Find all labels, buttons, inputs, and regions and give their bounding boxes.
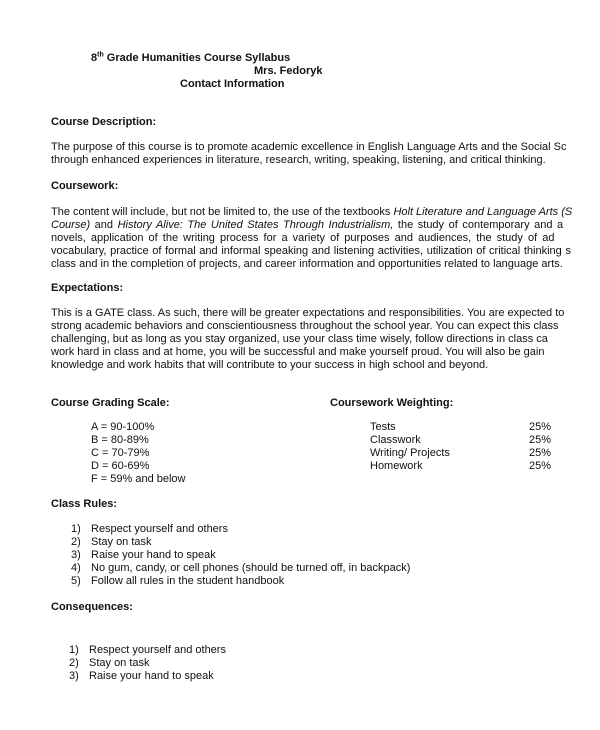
- expectations-line: work hard in class and at home, you will be successful and make yourself proud. You will also be gain: [51, 346, 545, 358]
- rule-text: Respect yourself and others: [91, 523, 228, 535]
- grade-item: F = 59% and below: [91, 473, 186, 485]
- weighting-percent: 25%: [529, 460, 552, 472]
- rule-item: [71, 536, 152, 548]
- coursework-line: novels, application of the writing process for a variety of purposes and audiences, the study of ad: [51, 232, 555, 244]
- rule-text: Stay on task: [91, 536, 152, 548]
- rule-number: 5): [71, 575, 81, 587]
- weighting-name: Writing/ Projects: [370, 447, 450, 459]
- grade-item: A = 90-100%: [91, 421, 155, 433]
- weighting-percent: 25%: [529, 447, 552, 459]
- consequence-number: 1): [69, 644, 79, 656]
- coursework-line: [51, 219, 563, 232]
- document-title: [91, 52, 290, 64]
- course-description-line: through enhanced experiences in literature, research, writing, speaking, listening, and critical thinking.: [51, 154, 546, 166]
- consequence-number: 2): [69, 657, 79, 669]
- teacher-name: Mrs. Fedoryk: [254, 65, 323, 77]
- expectations-line: challenging, but as long as you stay organized, use your class time wisely, follow directions in class ca: [51, 333, 548, 345]
- consequences-heading: Consequences:: [51, 601, 133, 613]
- expectations-heading: Expectations:: [51, 282, 124, 294]
- coursework-text: The content will include, but not be limited to, the use of the textbooks: [51, 206, 394, 218]
- consequence-text: Respect yourself and others: [89, 644, 226, 656]
- expectations-line: knowledge and work habits that will contribute to your success in high school and beyond.: [51, 359, 489, 371]
- coursework-text: and: [90, 219, 118, 231]
- title-text: Grade Humanities Course Syllabus: [103, 52, 291, 64]
- class-rules-heading: Class Rules:: [51, 498, 118, 510]
- weighting-percent: 25%: [529, 421, 552, 433]
- weighting-name: Tests: [370, 421, 396, 433]
- rule-number: 3): [71, 549, 81, 561]
- weighting-name: Homework: [370, 460, 423, 472]
- consequence-item: [69, 644, 226, 656]
- rule-item: [71, 575, 284, 587]
- rule-number: 1): [71, 523, 81, 535]
- consequence-number: 3): [69, 670, 79, 682]
- expectations-line: This is a GATE class. As such, there will be greater expectations and responsibilities. You are expected to: [51, 307, 565, 319]
- rule-item: [71, 523, 228, 535]
- grade-item: D = 60-69%: [91, 460, 150, 472]
- weighting-name: Classwork: [370, 434, 421, 446]
- grade-item: C = 70-79%: [91, 447, 150, 459]
- rule-number: 2): [71, 536, 81, 548]
- grading-scale-heading: Course Grading Scale:: [51, 397, 170, 409]
- consequence-text: Raise your hand to speak: [89, 670, 214, 682]
- rule-item: [71, 549, 216, 561]
- course-description-line: The purpose of this course is to promote academic excellence in English Language Arts and the Social Sc: [51, 141, 567, 153]
- textbook-title: Holt Literature and Language Arts (S: [393, 206, 573, 218]
- coursework-line: [51, 206, 572, 219]
- rule-item: [71, 562, 410, 574]
- rule-text: Raise your hand to speak: [91, 549, 216, 561]
- coursework-text: the study of contemporary and a: [393, 219, 564, 231]
- textbook-title: Course): [51, 219, 91, 231]
- grade-item: B = 80-89%: [91, 434, 149, 446]
- title-grade: 8: [91, 52, 98, 64]
- rule-number: 4): [71, 562, 81, 574]
- coursework-line: vocabulary, practice of formal and informal speaking and listening activities, utilization of critical thinking s: [51, 245, 571, 257]
- weighting-percent: 25%: [529, 434, 552, 446]
- rule-text: No gum, candy, or cell phones (should be turned off, in backpack): [91, 562, 411, 574]
- course-description-heading: Course Description:: [51, 116, 157, 128]
- coursework-line: class and in the completion of projects, and career information and opportunities related to language arts.: [51, 258, 563, 270]
- expectations-line: strong academic behaviors and conscientiousness throughout the school year. You can expect this class: [51, 320, 559, 332]
- contact-information: Contact Information: [180, 78, 285, 90]
- consequence-text: Stay on task: [89, 657, 150, 669]
- rule-text: Follow all rules in the student handbook: [91, 575, 285, 587]
- consequence-item: [69, 657, 150, 669]
- title-superscript: th: [97, 51, 104, 59]
- textbook-title: History Alive: The United States Through Industrialism,: [117, 219, 394, 231]
- coursework-heading: Coursework:: [51, 180, 119, 192]
- coursework-weighting-heading: Coursework Weighting:: [330, 397, 454, 409]
- consequence-item: [69, 670, 214, 682]
